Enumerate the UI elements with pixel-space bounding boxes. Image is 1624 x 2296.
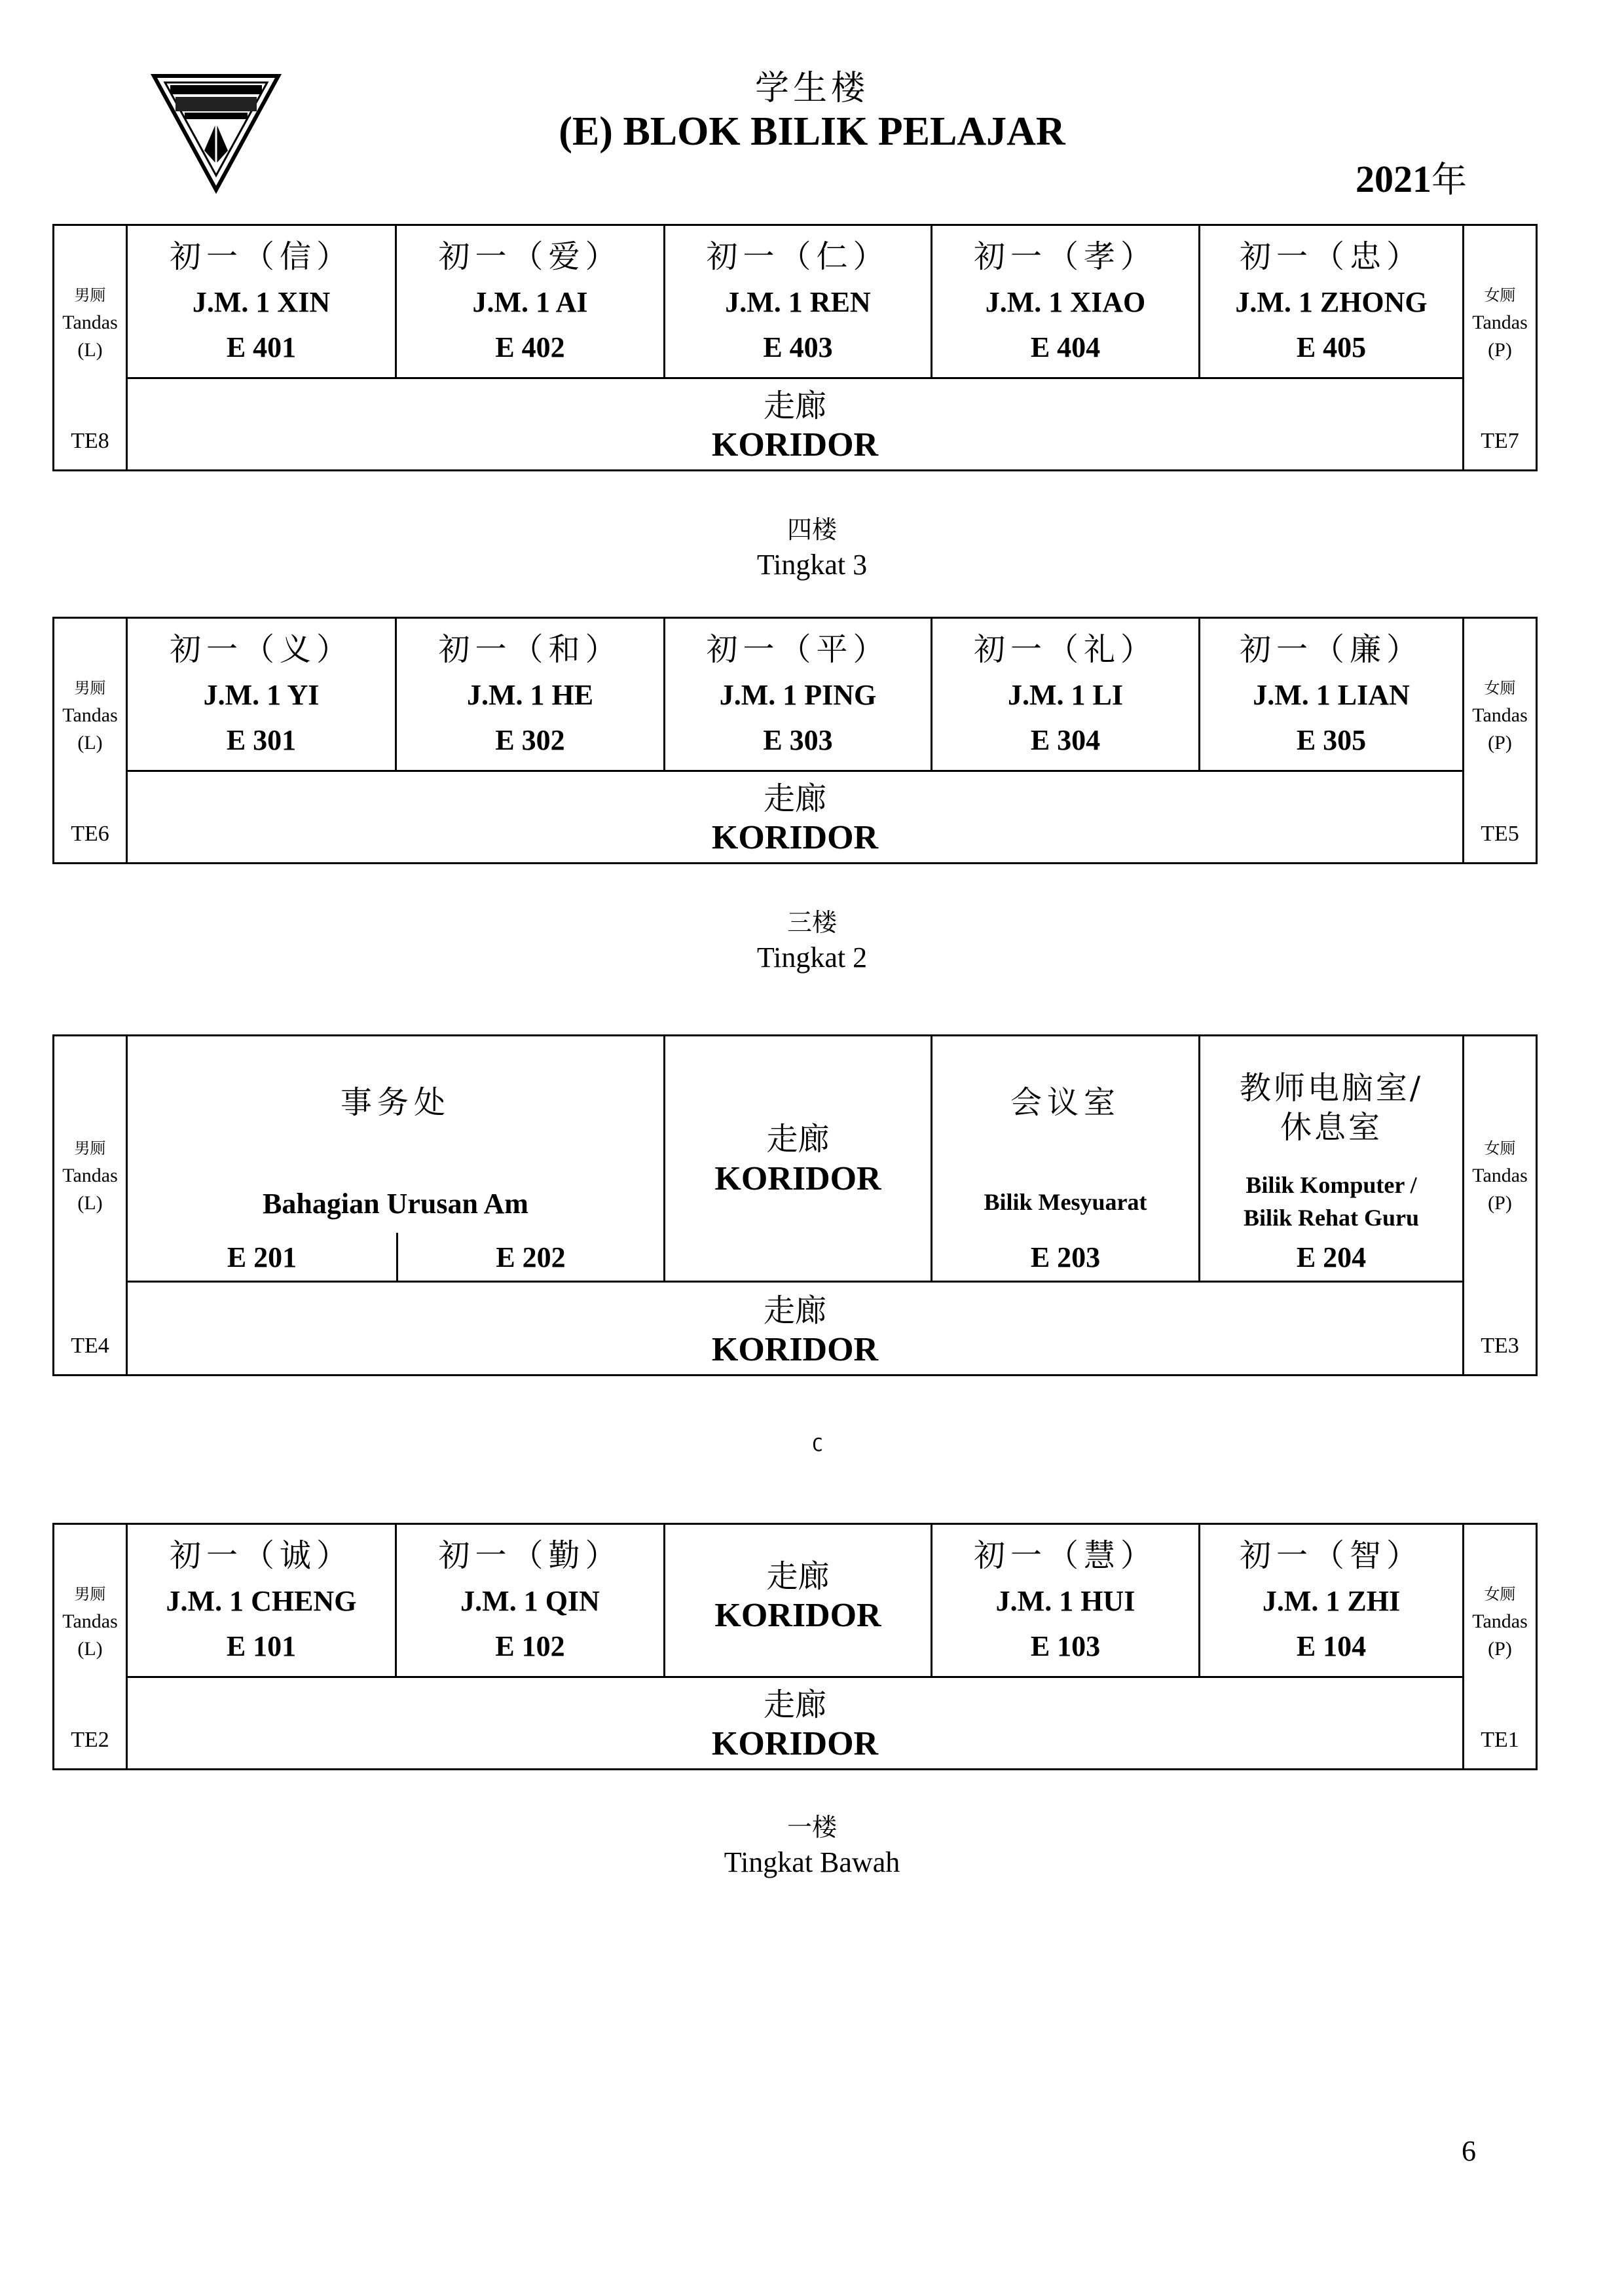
room-cn: 初一（仁） (706, 238, 890, 275)
toilet-male-cn: 男厕 (74, 1585, 106, 1603)
room-code-e202: E 202 (496, 1241, 566, 1273)
toilet-female-label: Tandas (1472, 704, 1528, 726)
toilet-male (54, 1036, 128, 1374)
floor-1-label (0, 1807, 1624, 1879)
computer-cn-2: 休息室 (1280, 1109, 1382, 1146)
room-e404 (932, 226, 1200, 377)
toilet-female-cn: 女厕 (1484, 1139, 1516, 1157)
room-en: J.M. 1 REN (725, 286, 871, 318)
toilet-code-left: TE8 (71, 429, 109, 453)
toilet-female-code: (P) (1488, 732, 1512, 754)
room-code: E 302 (495, 724, 565, 756)
room-code: E 401 (226, 331, 297, 363)
toilet-female-code: (P) (1488, 1192, 1512, 1214)
toilet-male-cn: 男厕 (74, 679, 106, 697)
room-cn: 初一（廉） (1239, 631, 1423, 668)
room-e103 (932, 1525, 1200, 1676)
toilet-code-right: TE1 (1481, 1728, 1519, 1752)
corridor-cn: 走廊 (763, 1686, 826, 1723)
year-char: 年 (1431, 159, 1467, 200)
corridor (128, 1283, 1462, 1374)
room-en: J.M. 1 XIAO (985, 286, 1146, 318)
toilet-code-left: TE2 (71, 1728, 109, 1752)
room-en: J.M. 1 PING (719, 679, 877, 711)
toilet-male-label: Tandas (62, 704, 118, 726)
toilet-male-cn: 男厕 (74, 1139, 106, 1157)
room-code: E 405 (1296, 331, 1367, 363)
room-row (128, 1525, 1462, 1678)
toilet-male (54, 1525, 128, 1768)
room-e104 (1200, 1525, 1462, 1676)
floor-4-label (0, 509, 1624, 581)
computer-en-2: Bilik Rehat Guru (1243, 1205, 1420, 1231)
room-en: J.M. 1 CHENG (166, 1585, 357, 1617)
room-en: J.M. 1 AI (472, 286, 588, 318)
floor-4-plan (52, 224, 1538, 471)
room-en: J.M. 1 ZHONG (1235, 286, 1428, 318)
room-e402 (397, 226, 665, 377)
room-en: J.M. 1 HUI (995, 1585, 1135, 1617)
room-cn: 初一（勤） (438, 1537, 622, 1574)
room-cn: 初一（忠） (1239, 238, 1423, 275)
room-e304 (932, 619, 1200, 770)
room-cn: 初一（和） (438, 631, 622, 668)
corridor-en: KORIDOR (711, 819, 879, 856)
floor-label-cn: 四楼 (786, 515, 837, 544)
room-e401 (128, 226, 397, 377)
year-label (1356, 152, 1467, 202)
room-code: E 403 (763, 331, 833, 363)
corridor-cn: 走廊 (766, 1558, 830, 1595)
corridor (128, 771, 1462, 862)
room-e305 (1200, 619, 1462, 770)
toilet-female (1462, 1036, 1536, 1374)
room-code: E 203 (1030, 1241, 1101, 1273)
room-e102 (397, 1525, 665, 1676)
room-code: E 101 (226, 1630, 297, 1662)
toilet-code-right: TE3 (1481, 1334, 1519, 1358)
toilet-male-label: Tandas (62, 312, 118, 333)
room-e204-computer (1200, 1036, 1462, 1281)
room-code: E 304 (1030, 724, 1101, 756)
room-cn: 初一（礼） (973, 631, 1157, 668)
toilet-code-left: TE4 (71, 1334, 109, 1358)
computer-cn-1: 教师电脑室/ (1239, 1070, 1424, 1106)
toilet-male-code: (L) (77, 1192, 103, 1214)
toilet-male-label: Tandas (62, 1611, 118, 1632)
room-code: E 103 (1030, 1630, 1101, 1662)
toilet-female-code: (P) (1488, 339, 1512, 361)
toilet-female-code: (P) (1488, 1638, 1512, 1660)
office-bahagian-urusan-am (128, 1036, 665, 1281)
toilet-female-cn: 女厕 (1484, 1585, 1516, 1603)
corridor-cn: 走廊 (766, 1121, 830, 1157)
room-cn: 初一（平） (706, 631, 890, 668)
corridor-en: KORIDOR (714, 1597, 881, 1634)
floor-3-plan (52, 617, 1538, 864)
room-cn: 初一（智） (1239, 1537, 1423, 1574)
room-en: J.M. 1 ZHI (1262, 1585, 1401, 1617)
room-code: E 402 (495, 331, 565, 363)
room-e301 (128, 619, 397, 770)
corridor (128, 1677, 1462, 1768)
corridor-gap (665, 1036, 932, 1281)
toilet-female-label: Tandas (1472, 1611, 1528, 1632)
office-cn: 事务处 (340, 1084, 451, 1121)
toilet-male (54, 619, 128, 862)
toilet-female-cn: 女厕 (1484, 286, 1516, 304)
corridor-cn: 走廊 (763, 388, 826, 424)
room-en: J.M. 1 HE (466, 679, 594, 711)
toilet-female-cn: 女厕 (1484, 679, 1516, 697)
floor-1-plan (52, 1523, 1538, 1770)
room-e405 (1200, 226, 1462, 377)
floor-label-cn: 一楼 (786, 1813, 837, 1842)
room-e101 (128, 1525, 397, 1676)
room-code: E 104 (1296, 1630, 1367, 1662)
meeting-en: Bilik Mesyuarat (984, 1189, 1147, 1215)
corridor-en: KORIDOR (711, 1725, 879, 1762)
floor-2-plan (52, 1034, 1538, 1376)
toilet-code-left: TE6 (71, 822, 109, 846)
room-en: J.M. 1 LIAN (1253, 679, 1410, 711)
title-chinese: 学生楼 (754, 69, 869, 108)
room-en: J.M. 1 LI (1008, 679, 1123, 711)
office-en: Bahagian Urusan Am (263, 1188, 528, 1220)
room-en: J.M. 1 YI (203, 679, 320, 711)
room-row (128, 619, 1462, 772)
room-e403 (665, 226, 932, 377)
toilet-male-code: (L) (77, 1638, 103, 1660)
stray-mark: C (812, 1434, 823, 1455)
room-code: E 204 (1296, 1241, 1367, 1273)
corridor-cn: 走廊 (763, 1292, 826, 1329)
corridor-en: KORIDOR (714, 1160, 881, 1197)
toilet-code-right: TE5 (1481, 822, 1519, 846)
room-code: E 303 (763, 724, 833, 756)
room-row (128, 1036, 1462, 1283)
room-e203-meeting (932, 1036, 1200, 1281)
year-number: 2021 (1356, 158, 1431, 200)
meeting-cn: 会议室 (1010, 1084, 1120, 1121)
room-en: J.M. 1 QIN (460, 1585, 600, 1617)
room-code: E 305 (1296, 724, 1367, 756)
toilet-male-code: (L) (77, 732, 103, 754)
toilet-male (54, 226, 128, 469)
room-e303 (665, 619, 932, 770)
floor-label-en: Tingkat 2 (756, 941, 868, 974)
title-english: (E) BLOK BILIK PELAJAR (559, 109, 1065, 154)
room-code: E 102 (495, 1630, 565, 1662)
room-e302 (397, 619, 665, 770)
toilet-female (1462, 226, 1536, 469)
room-cn: 初一（孝） (973, 238, 1157, 275)
toilet-female (1462, 1525, 1536, 1768)
room-cn: 初一（信） (169, 238, 353, 275)
corridor (128, 378, 1462, 469)
corridor-en: KORIDOR (711, 426, 879, 464)
toilet-code-right: TE7 (1481, 429, 1519, 453)
floor-3-label (0, 902, 1624, 974)
room-cn: 初一（义） (169, 631, 353, 668)
toilet-male-label: Tandas (62, 1165, 118, 1186)
computer-en-1: Bilik Komputer / (1246, 1172, 1417, 1198)
page-number: 6 (1462, 2135, 1476, 2167)
room-cn: 初一（诚） (169, 1537, 353, 1574)
room-en: J.M. 1 XIN (192, 286, 331, 318)
floor-label-en: Tingkat 3 (756, 549, 868, 581)
toilet-female (1462, 619, 1536, 862)
corridor-en: KORIDOR (711, 1331, 879, 1368)
room-cn: 初一（慧） (973, 1537, 1157, 1574)
room-cn: 初一（爱） (438, 238, 622, 275)
room-code: E 404 (1030, 331, 1101, 363)
corridor-gap (665, 1525, 932, 1676)
toilet-female-label: Tandas (1472, 312, 1528, 333)
room-code-e201: E 201 (227, 1241, 297, 1273)
toilet-male-code: (L) (77, 339, 103, 361)
toilet-male-cn: 男厕 (74, 286, 106, 304)
floor-label-cn: 三楼 (786, 908, 837, 937)
room-code: E 301 (226, 724, 297, 756)
floor-label-en: Tingkat Bawah (724, 1846, 900, 1878)
room-row (128, 226, 1462, 379)
toilet-female-label: Tandas (1472, 1165, 1528, 1186)
corridor-cn: 走廊 (763, 780, 826, 817)
